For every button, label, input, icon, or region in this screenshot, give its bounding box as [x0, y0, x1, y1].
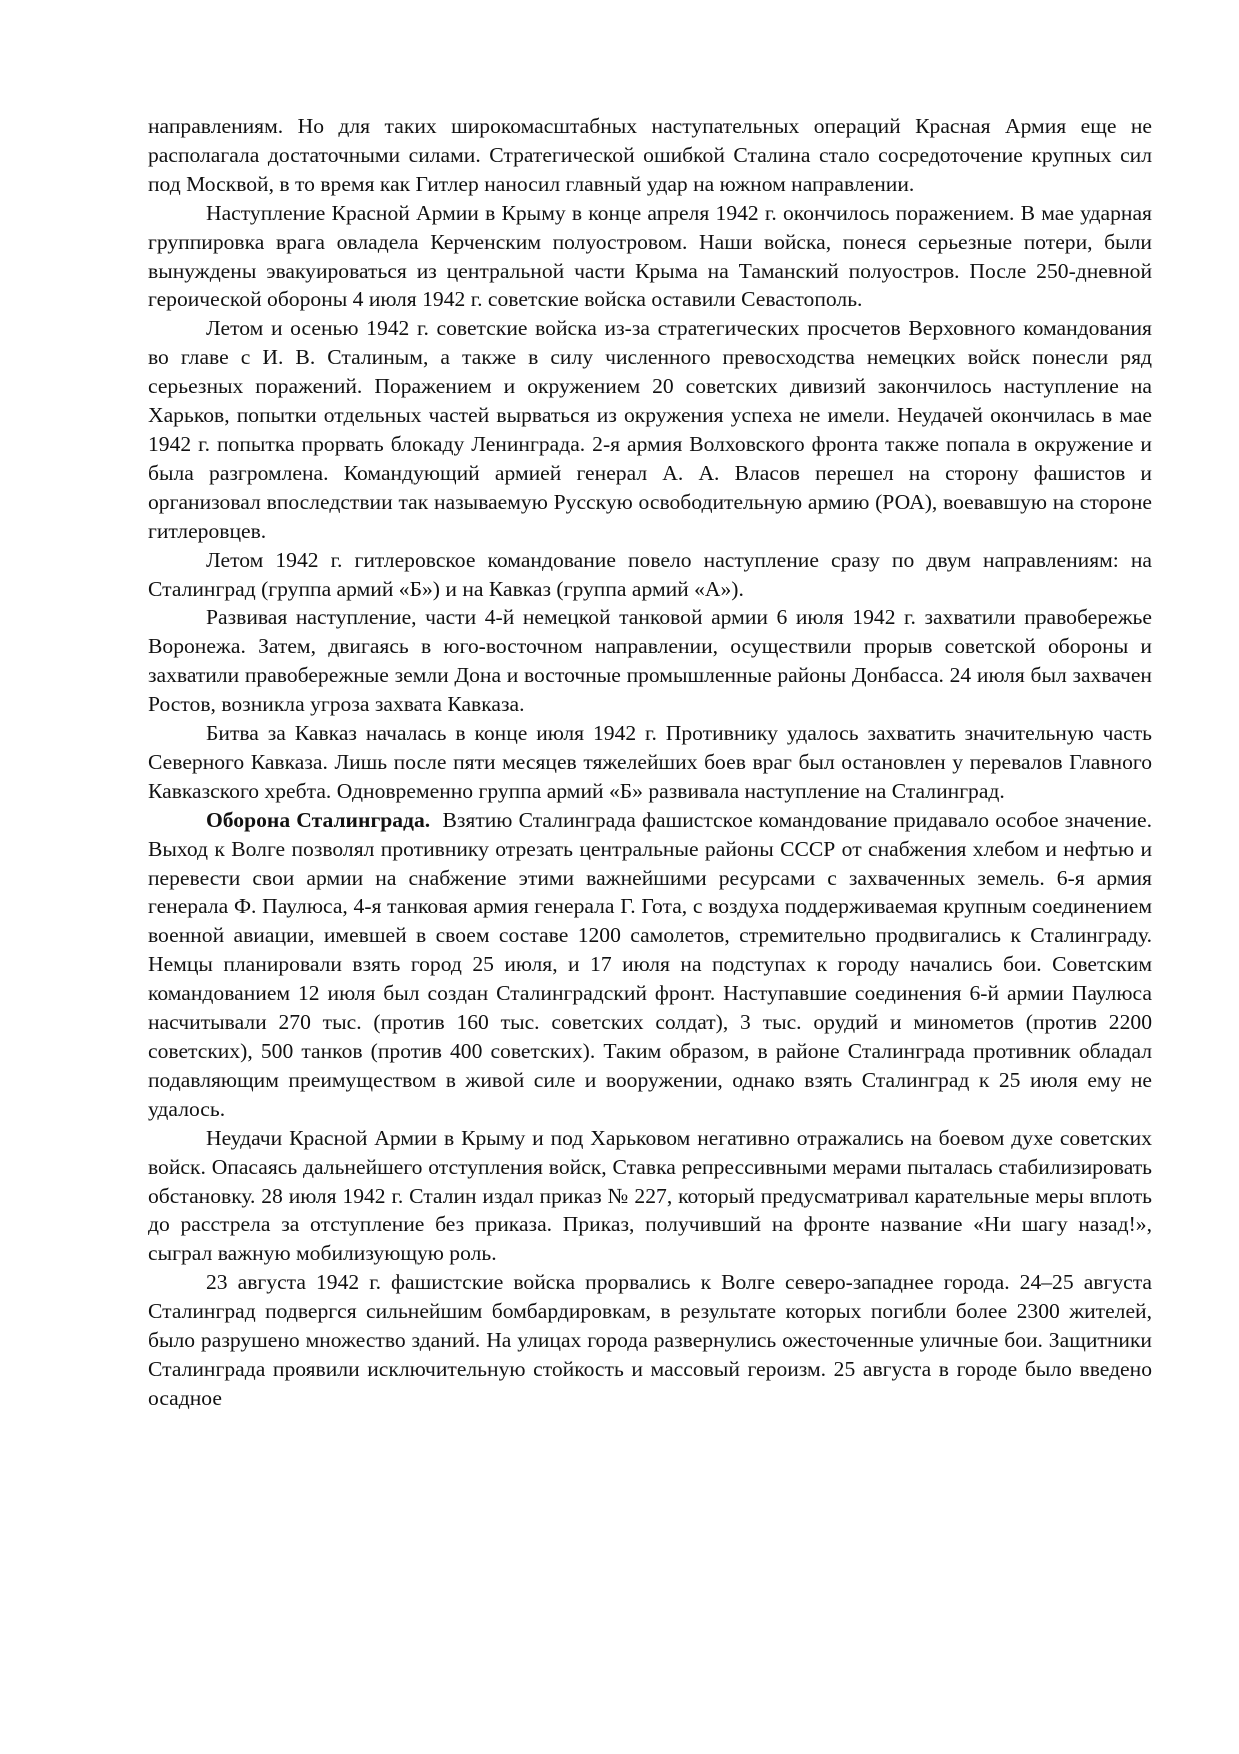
paragraph-8: Неудачи Красной Армии в Крыму и под Харьковом негативно отражались на боевом духе советских войск. Опасаясь дальнейшего отступления войск, Ставка репрессивными мерами пыталась стабилизировать обстановку. 28 июля 1942 г. Сталин издал приказ № 227, который предусматривал карательные меры вплоть до расстрела за отступление без приказа. Приказ, получивший на фронте название «Ни шагу назад!», сыграл важную мобилизующую роль.	[148, 1125, 1152, 1266]
paragraph-5: Развивая наступление, части 4-й немецкой танковой армии 6 июля 1942 г. захватили правобережье Воронежа. Затем, двигаясь в юго-восточном направлении, осуществили прорыв советской обороны и захватили правобережные земли Дона и восточные промышленные районы Донбасса. 24 июля был захвачен Ростов, возникла угроза захвата Кавказа.	[148, 605, 1152, 717]
paragraph-2: Наступление Красной Армии в Крыму в конце апреля 1942 г. окончилось поражением. В мае ударная группировка врага овладела Керченским полуостровом. Наши войска, понеся серьезные потери, были вынуждены эвакуироваться из центральной части Крыма на Таманский полуостров. После 250-дневной героической обороны 4 июля 1942 г. советские войска оставили Севастополь.	[148, 200, 1152, 312]
paragraph-7-body: Взятию Сталинграда фашистское командование придавало особое значение. Выход к Волге позволял противнику отрезать центральные районы СССР от снабжения хлебом и нефтью и перевести свои армии на снабжение этими важнейшими ресурсами с захваченных земель. 6-я армия генерала Ф. Паулюса, 4-я танковая армия генерала Г. Гота, с воздуха поддерживаемая крупным соединением военной авиации, имевшей в своем составе 1200 самолетов, стремительно продвигались к Сталинграду. Немцы планировали взять город 25 июля, и 17 июля на подступах к городу начались бои. Советским командованием 12 июля был создан Сталинградский фронт. Наступавшие соединения 6-й армии Паулюса насчитывали 270 тыс. (против 160 тыс. советских солдат), 3 тыс. орудий и минометов (против 2200 советских), 500 танков (против 400 советских). Таким образом, в районе Сталинграда противник обладал подавляющим преимуществом в живой силе и вооружении, однако взять Сталинград к 25 июля ему не удалось.	[148, 807, 1153, 1121]
document-page	[148, 112, 1152, 1413]
paragraph-6: Битва за Кавказ началась в конце июля 1942 г. Противнику удалось захватить значительную часть Северного Кавказа. Лишь после пяти месяцев тяжелейших боев враг был остановлен у перевалов Главного Кавказского хребта. Одновременно группа армий «Б» развивала наступление на Сталинград.	[148, 721, 1152, 803]
paragraph-7	[148, 806, 1152, 1124]
section-heading: Оборона Сталинграда.	[206, 807, 431, 832]
paragraph-3: Летом и осенью 1942 г. советские войска из-за стратегических просчетов Верховного командования во главе с И. В. Сталиным, а также в силу численного превосходства немецких войск понесли ряд серьезных поражений. Поражением и окружением 20 советских дивизий закончилось наступление на Харьков, попытки отдельных частей вырваться из окружения успеха не имели. Неудачей окончилась в мае 1942 г. попытка прорвать блокаду Ленинграда. 2-я армия Волховского фронта также попала в окружение и была разгромлена. Командующий армией генерал А. А. Власов перешел на сторону фашистов и организовал впоследствии так называемую Русскую освободительную армию (РОА), воевавшую на стороне гитлеровцев.	[148, 316, 1152, 543]
paragraph-4: Летом 1942 г. гитлеровское командование повело наступление сразу по двум направлениям: на Сталинград (группа армий «Б») и на Кавказ (группа армий «А»).	[148, 547, 1152, 601]
paragraph-1: направлениям. Но для таких широкомасштабных наступательных операций Красная Армия еще не располагала достаточными силами. Стратегической ошибкой Сталина стало сосредоточение крупных сил под Москвой, в то время как Гитлер наносил главный удар на южном направлении.	[148, 114, 1152, 196]
paragraph-9: 23 августа 1942 г. фашистские войска прорвались к Волге северо-западнее города. 24–25 августа Сталинград подвергся сильнейшим бомбардировкам, в результате которых погибли более 2300 жителей, было разрушено множество зданий. На улицах города развернулись ожесточенные уличные бои. Защитники Сталинграда проявили исключительную стойкость и массовый героизм. 25 августа в городе было введено осадное	[148, 1270, 1152, 1410]
